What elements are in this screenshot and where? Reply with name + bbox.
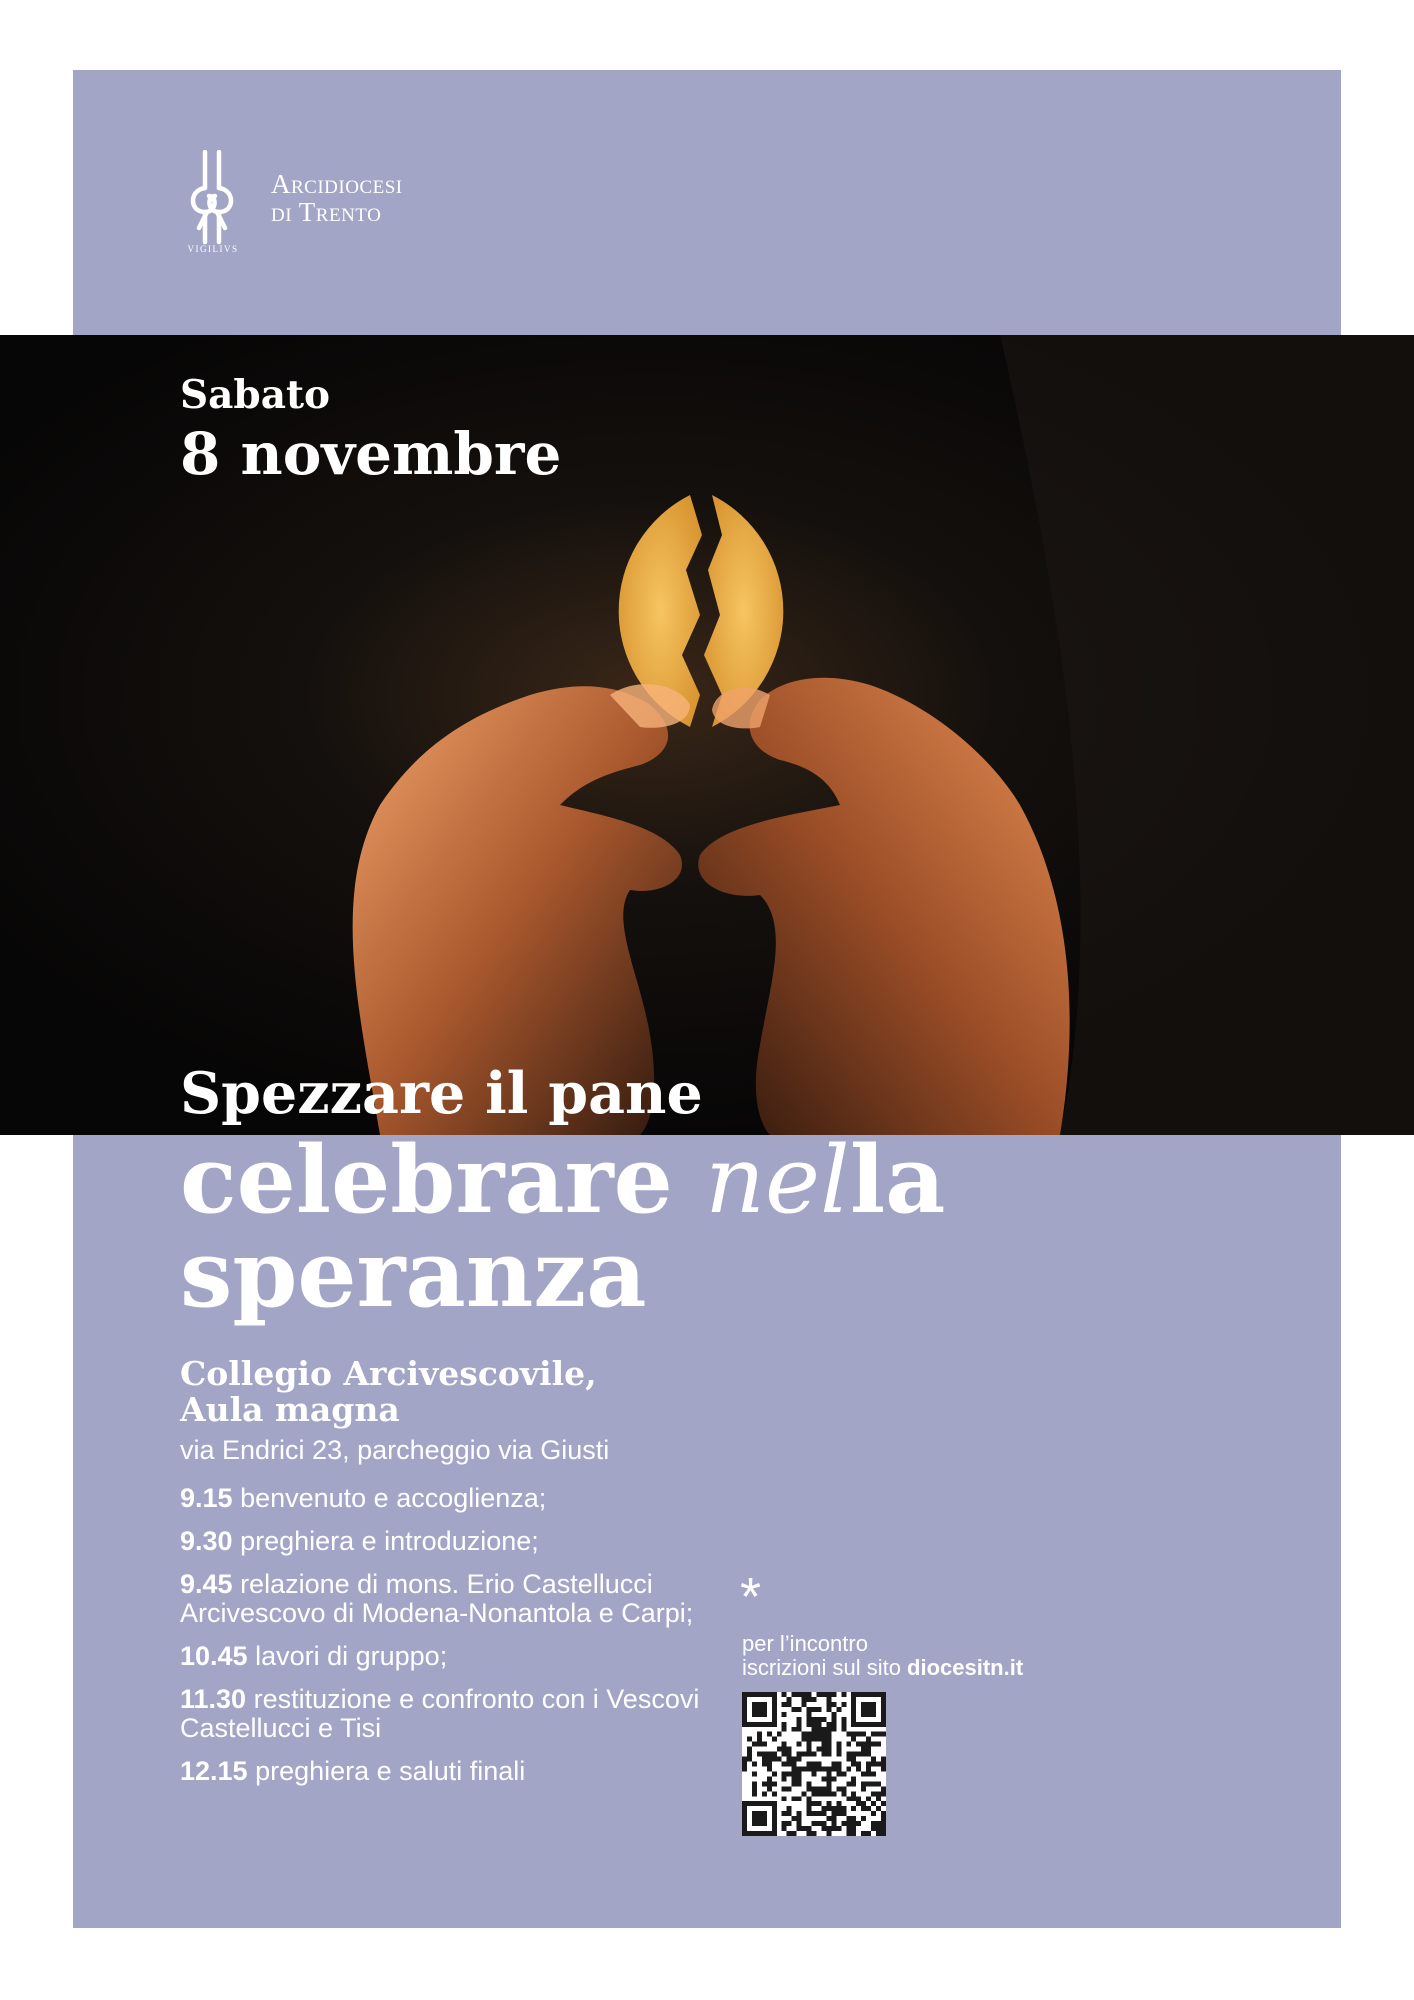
program-text: benvenuto e accoglienza; — [232, 1483, 547, 1513]
title-line-1: Spezzare il pane — [180, 1060, 703, 1127]
registration-line-1: per l’incontro — [742, 1631, 868, 1656]
program-time: 9.30 — [180, 1526, 233, 1556]
program-time: 12.15 — [180, 1756, 248, 1786]
venue-line-2: Aula magna — [180, 1390, 400, 1429]
program-time: 10.45 — [180, 1641, 248, 1671]
program-time: 9.15 — [180, 1483, 233, 1513]
venue-line-1: Collegio Arcivescovile, — [180, 1354, 597, 1393]
event-date: 8 novembre — [180, 420, 562, 488]
program-text: restituzione e confronto con i Vescovi Castellucci e Tisi — [180, 1684, 700, 1743]
diocese-logo-icon — [183, 150, 243, 256]
registration-info — [742, 1632, 1023, 1680]
venue-address: via Endrici 23, parcheggio via Giusti — [180, 1435, 610, 1465]
registration-site-link[interactable]: diocesitn.it — [907, 1655, 1024, 1680]
org-line-1: Arcidiocesi — [271, 169, 403, 199]
program-text: lavori di gruppo; — [247, 1641, 448, 1671]
qr-code-graphic — [742, 1692, 886, 1836]
registration-prefix: iscrizioni sul sito — [742, 1655, 908, 1680]
title-word-nel: nel — [705, 1126, 850, 1234]
program-text: relazione di mons. Erio Castellucci Arcivescovo di Modena-Nonantola e Carpi; — [180, 1569, 694, 1628]
org-line-2: di Trento — [271, 197, 382, 227]
venue-name — [180, 1356, 597, 1428]
program-item — [180, 1757, 700, 1786]
program-list — [180, 1484, 700, 1800]
qr-code[interactable] — [742, 1692, 886, 1836]
registration-line-2 — [742, 1656, 1023, 1680]
event-day: Sabato — [180, 372, 331, 418]
program-item — [180, 1642, 700, 1671]
logo-caption: VIGILIVS — [187, 244, 239, 254]
asterisk-icon: * — [740, 1567, 762, 1627]
program-item — [180, 1570, 700, 1628]
title-line-3: speranza — [180, 1219, 647, 1328]
program-item — [180, 1527, 700, 1556]
title-word-celebrare: celebrare — [180, 1125, 706, 1234]
program-text: preghiera e saluti finali — [247, 1756, 526, 1786]
program-text: preghiera e introduzione; — [232, 1526, 539, 1556]
program-time: 11.30 — [180, 1684, 247, 1714]
program-item — [180, 1484, 700, 1513]
title-word-la: la — [849, 1125, 946, 1234]
organization-name — [271, 170, 403, 226]
program-item — [180, 1685, 700, 1743]
title-line-2 — [180, 1125, 946, 1234]
program-time: 9.45 — [180, 1569, 233, 1599]
